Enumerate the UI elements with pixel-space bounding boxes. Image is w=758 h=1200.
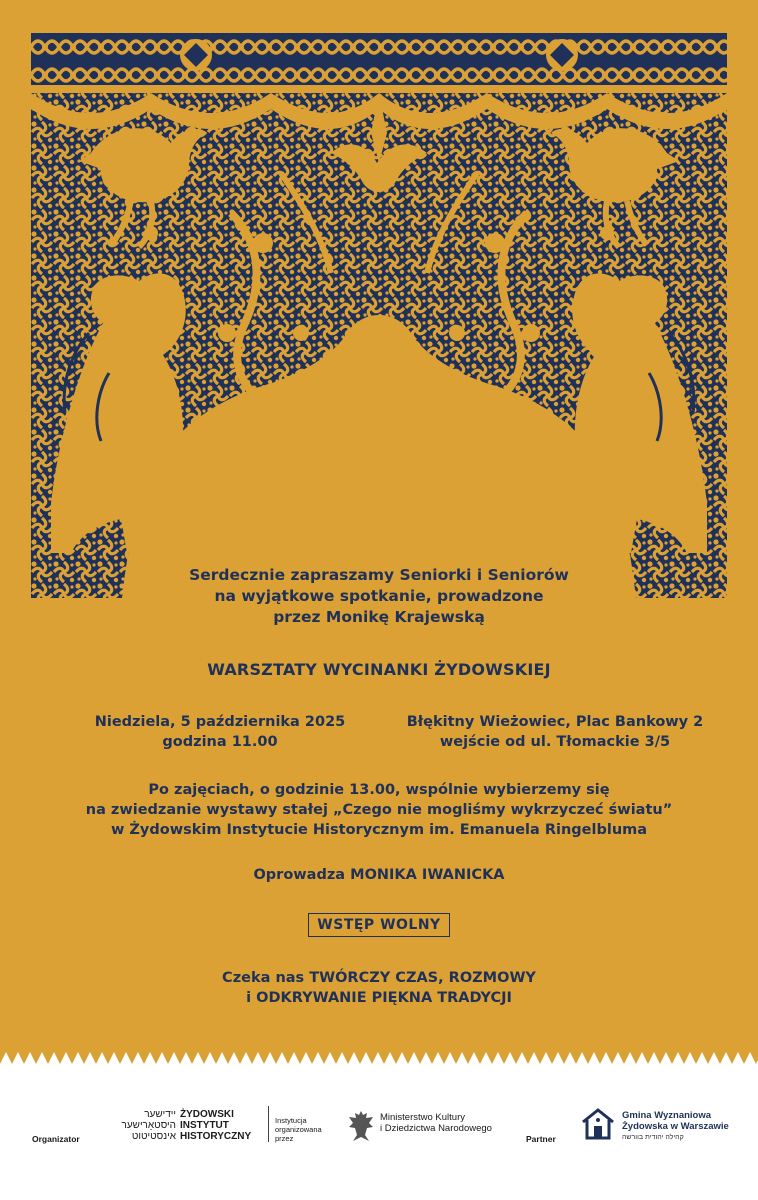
event-title: WARSZTATY WYCINANKI ŻYDOWSKIEJ bbox=[207, 660, 551, 679]
institution-line-2: organizowana bbox=[275, 1125, 322, 1134]
organizer-label: Organizator bbox=[32, 1134, 80, 1144]
admission-wrap bbox=[0, 913, 758, 937]
institution-note bbox=[275, 1116, 322, 1143]
after-line-1: Po zajęciach, o godzinie 13.00, wspólnie wybierzemy się bbox=[148, 782, 610, 798]
polish-eagle-icon bbox=[347, 1109, 375, 1143]
closing-line-1: Czeka nas TWÓRCZY CZAS, ROZMOWY bbox=[222, 970, 536, 986]
gmina-line-2: Żydowska w Warszawie bbox=[622, 1121, 729, 1132]
zih-yiddish-line-3: אינסטיטוט bbox=[131, 1131, 176, 1142]
footer-divider bbox=[268, 1106, 269, 1142]
event-where bbox=[390, 712, 720, 752]
after-line-3: w Żydowskim Instytucie Historycznym im. Emanuela Ringelbluma bbox=[110, 822, 648, 838]
gmina-house-icon bbox=[580, 1106, 616, 1142]
invitation-intro bbox=[0, 565, 758, 628]
ministry-line-2: i Dziedzictwa Narodowego bbox=[380, 1123, 492, 1134]
zih-yiddish-line-2: היסטאָרישער bbox=[121, 1120, 176, 1131]
ministry-line-1: Ministerstwo Kultury bbox=[380, 1112, 465, 1123]
gmina-logo bbox=[622, 1110, 729, 1143]
institution-line-1: Instytucja bbox=[275, 1116, 307, 1125]
admission-badge: WSTĘP WOLNY bbox=[308, 913, 449, 937]
ministry-logo bbox=[380, 1112, 492, 1134]
footer bbox=[0, 1064, 758, 1200]
partner-label: Partner bbox=[526, 1134, 556, 1144]
institution-line-3: przez bbox=[275, 1134, 294, 1143]
event-date: Niedziela, 5 października 2025 bbox=[94, 714, 346, 730]
event-time: godzina 11.00 bbox=[162, 734, 278, 750]
zih-polish-line-2: INSTYTUT bbox=[180, 1120, 229, 1131]
intro-line-2: na wyjątkowe spotkanie, prowadzone bbox=[214, 587, 544, 605]
after-line-2: na zwiedzanie wystawy stałej „Czego nie mogliśmy wykrzyczeć światu” bbox=[85, 802, 673, 818]
zih-yiddish-line-1: יידישער bbox=[144, 1109, 176, 1120]
after-workshop-info bbox=[0, 780, 758, 840]
event-entrance: wejście od ul. Tłomackie 3/5 bbox=[439, 734, 671, 750]
closing-text bbox=[0, 968, 758, 1008]
zih-polish-line-3: HISTORYCZNY bbox=[180, 1131, 252, 1142]
gmina-hebrew: קהילה יהודית בוורשה bbox=[622, 1134, 684, 1141]
zigzag-edge bbox=[0, 1046, 758, 1066]
guide-name: MONIKA IWANICKA bbox=[350, 867, 505, 883]
event-place: Błękitny Wieżowiec, Plac Bankowy 2 bbox=[406, 714, 704, 730]
zih-polish-line-1: ŻYDOWSKI bbox=[180, 1109, 234, 1120]
gmina-line-1: Gmina Wyznaniowa bbox=[622, 1110, 712, 1121]
papercut-artwork bbox=[31, 33, 727, 598]
guide-prefix: Oprowadza bbox=[253, 867, 346, 883]
intro-line-1: Serdecznie zapraszamy Seniorki i Seniorów bbox=[189, 566, 569, 584]
event-when bbox=[70, 712, 370, 752]
guide-line bbox=[0, 867, 758, 883]
closing-line-2: i ODKRYWANIE PIĘKNA TRADYCJI bbox=[246, 990, 512, 1006]
intro-line-3: przez Monikę Krajewską bbox=[273, 608, 485, 626]
